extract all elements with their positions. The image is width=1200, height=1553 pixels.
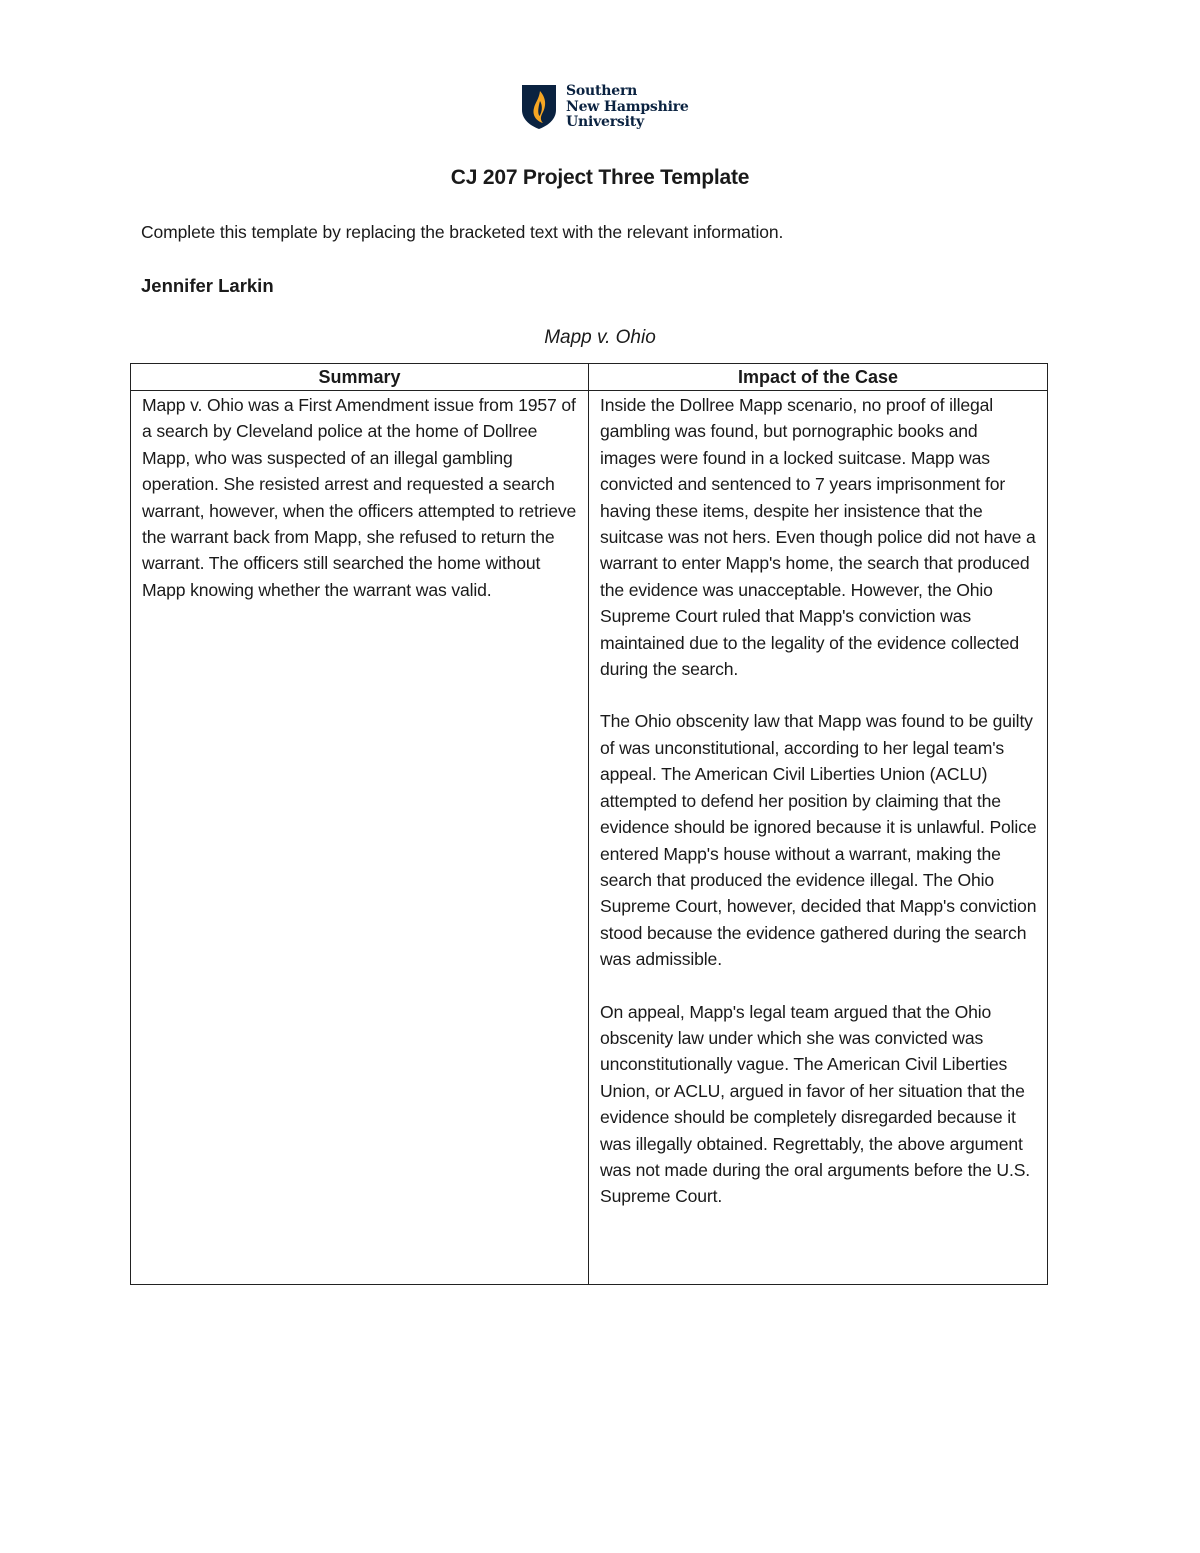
impact-header: Impact of the Case [589,364,1048,391]
logo-line-1: Southern [566,83,638,99]
summary-cell [131,391,589,1285]
impact-paragraph-3: On appeal, Mapp's legal team argued that the Ohio obscenity law under which she was convicted was unconstitutionally vague. The American Civil Liberties Union, or ACLU, argued in favor of her situation that the evidence should be completely disregarded because it was illegally obtained. Regrettably, the above argument was not made during the oral arguments before the U.S. Supreme Court. [600,1001,1031,1207]
table-row [131,391,1048,1285]
logo-wordmark [566,84,689,131]
instructions-text: Complete this template by replacing the bracketed text with the relevant information. [141,222,784,242]
impact-cell [589,391,1048,1285]
author-name: Jennifer Larkin [141,275,274,296]
impact-paragraph-1: Inside the Dollree Mapp scenario, no proof of illegal gambling was found, but pornographic books and images were found in a locked suitcase. Mapp was convicted and sentenced to 7 years imprisonment for having these items, despite her insistence that the suitcase was not hers. Even though police did not have a warrant to enter Mapp's home, the search that produced the evidence was unacceptable. However, the Ohio Supreme Court ruled that Mapp's conviction was maintained due to the legality of the evidence collected during the search. [600,395,1036,680]
table-header-row [131,364,1048,391]
case-title: Mapp v. Ohio [544,327,656,348]
impact-paragraph-2: The Ohio obscenity law that Mapp was found to be guilty of was unconstitutional, according to her legal team's appeal. The American Civil Liberties Union (ACLU) attempted to defend her position by claiming that the evidence should be ignored because it is unlawful. Police entered Mapp's house without a warrant, making the search that produced the evidence illegal. The Ohio Supreme Court, however, decided that Mapp's conviction stood because the evidence gathered during the search was admissible. [600,711,1037,970]
university-logo [521,84,701,132]
logo-line-2: New Hampshire [566,98,689,115]
summary-header: Summary [131,364,589,391]
case-table [130,363,1048,1285]
flame-shield-icon [521,84,557,130]
document-title: CJ 207 Project Three Template [450,166,750,189]
summary-text: Mapp v. Ohio was a First Amendment issue from 1957 of a search by Cleveland police at the home of Dollree Mapp, who was suspected of an illegal gambling operation. She resisted arrest and requested a search warrant, however, when the officers attempted to retrieve the warrant back from Mapp, she refused to return the warrant. The officers still searched the home without Mapp knowing whether the warrant was valid. [142,395,577,600]
logo-line-3: University [566,114,644,130]
